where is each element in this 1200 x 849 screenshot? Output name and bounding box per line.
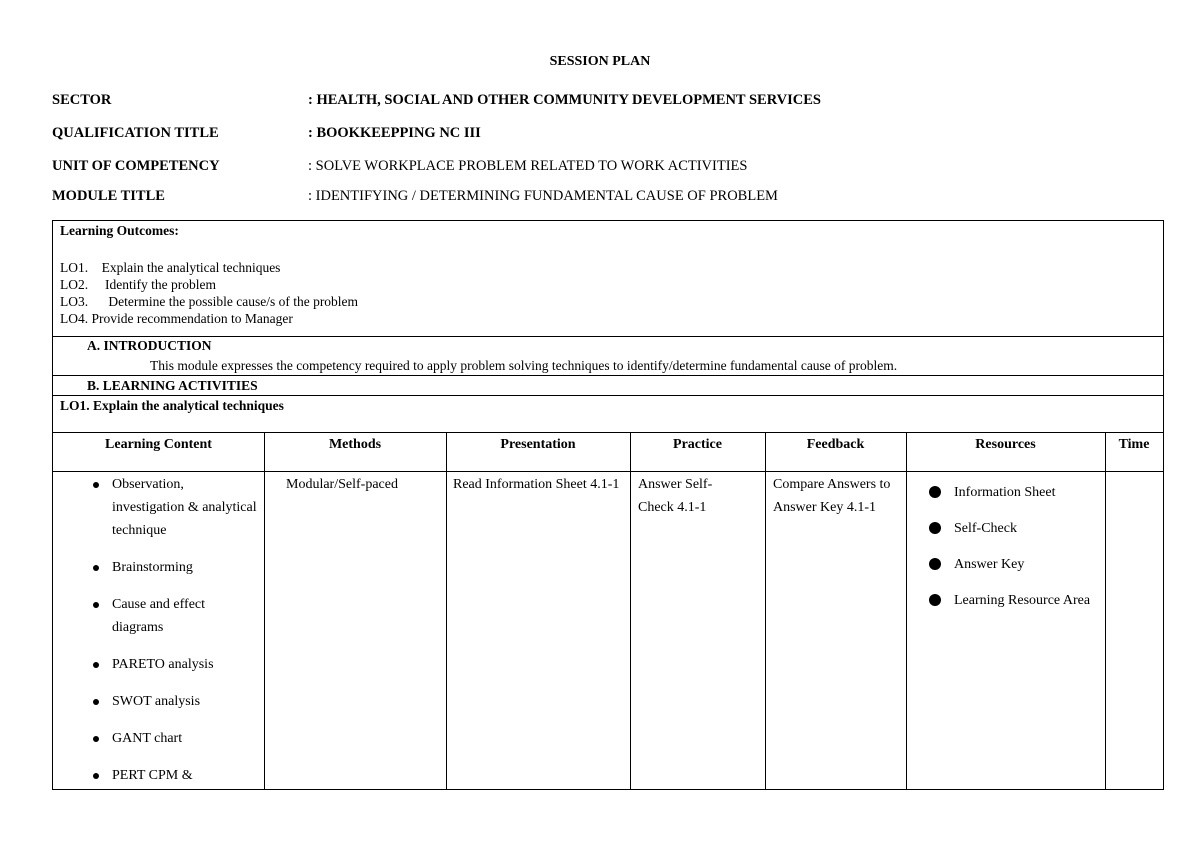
module-label: MODULE TITLE xyxy=(52,188,165,204)
divider xyxy=(53,395,1163,396)
qualification-label: QUALIFICATION TITLE xyxy=(52,125,219,141)
header-methods: Methods xyxy=(328,437,382,452)
practice-cell: Answer Self-Check 4.1-1 xyxy=(638,477,713,515)
list-item: PERT CPM & xyxy=(88,764,258,787)
page-title: SESSION PLAN xyxy=(549,54,651,69)
column-divider xyxy=(1105,432,1106,789)
unit-label: UNIT OF COMPETENCY xyxy=(52,158,220,174)
list-item: Brainstorming xyxy=(88,556,258,579)
list-item: Observation, investigation & analytical technique xyxy=(88,473,258,542)
divider xyxy=(53,336,1163,337)
list-item: Answer Key xyxy=(928,552,1098,577)
module-value: : IDENTIFYING / DETERMINING FUNDAMENTAL CAUSE OF PROBLEM xyxy=(308,188,778,204)
activities-heading: B. LEARNING ACTIVITIES xyxy=(87,378,258,393)
header-time: Time xyxy=(1118,437,1150,452)
sector-value: : HEALTH, SOCIAL AND OTHER COMMUNITY DEVELOPMENT SERVICES xyxy=(308,92,821,108)
column-divider xyxy=(765,432,766,789)
methods-cell: Modular/Self-paced xyxy=(286,477,398,492)
divider xyxy=(53,432,1163,433)
unit-value: : SOLVE WORKPLACE PROBLEM RELATED TO WORK ACTIVITIES xyxy=(308,158,748,174)
list-item: GANT chart xyxy=(88,727,258,750)
divider xyxy=(53,375,1163,376)
qualification-value: : BOOKKEEPPING NC III xyxy=(308,125,481,141)
outcome-item: LO4. Provide recommendation to Manager xyxy=(60,311,293,326)
column-divider xyxy=(446,432,447,789)
presentation-cell: Read Information Sheet 4.1-1 xyxy=(453,477,620,492)
column-divider xyxy=(906,432,907,789)
list-item: SWOT analysis xyxy=(88,690,258,713)
feedback-cell: Compare Answers to Answer Key 4.1-1 xyxy=(773,477,891,515)
session-plan-table xyxy=(52,220,1164,790)
header-learning-content: Learning Content xyxy=(105,437,212,452)
column-divider xyxy=(630,432,631,789)
divider xyxy=(53,471,1163,472)
outcome-item: LO3. Determine the possible cause/s of the problem xyxy=(60,294,359,309)
lo1-heading: LO1. Explain the analytical techniques xyxy=(60,398,284,413)
list-item: Learning Resource Area xyxy=(928,588,1098,613)
sector-label: SECTOR xyxy=(52,92,112,108)
column-divider xyxy=(264,432,265,789)
list-item: Information Sheet xyxy=(928,480,1098,505)
list-item: Cause and effect diagrams xyxy=(88,593,258,639)
resources-cell xyxy=(928,480,1098,624)
learning-content-cell xyxy=(88,473,258,801)
learning-content-list xyxy=(88,473,258,787)
header-resources: Resources xyxy=(975,437,1036,452)
header-presentation: Presentation xyxy=(500,437,576,452)
introduction-text: This module expresses the competency required to apply problem solving techniques to identify/determine fundamental cause of problem. xyxy=(150,358,898,373)
resources-list xyxy=(928,480,1098,613)
list-item: Self-Check xyxy=(928,516,1098,541)
outcome-item: LO2. Identify the problem xyxy=(60,277,216,292)
list-item: PARETO analysis xyxy=(88,653,258,676)
outcome-item: LO1. Explain the analytical techniques xyxy=(60,260,281,275)
outcomes-heading: Learning Outcomes: xyxy=(60,223,179,238)
header-feedback: Feedback xyxy=(806,437,865,452)
header-practice: Practice xyxy=(673,437,722,452)
introduction-heading: A. INTRODUCTION xyxy=(87,338,212,353)
